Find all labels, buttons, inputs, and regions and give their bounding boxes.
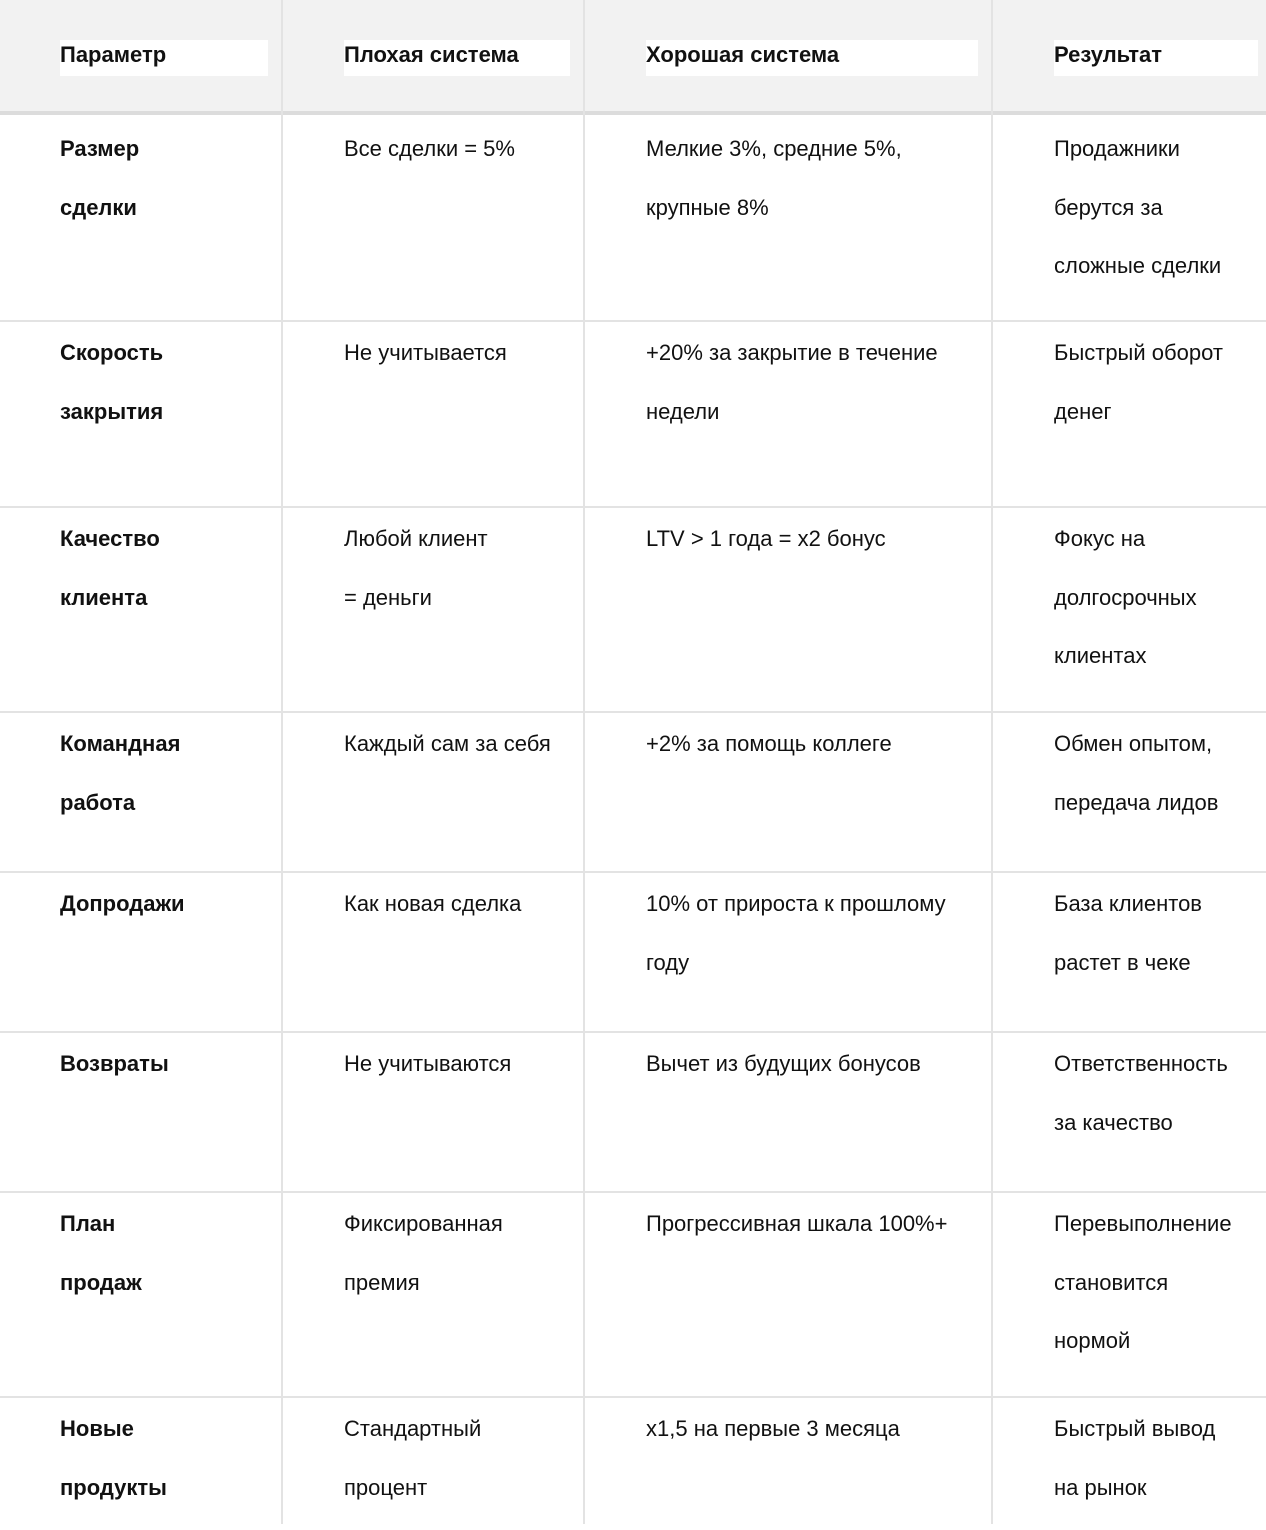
cell-parameter bbox=[60, 873, 275, 934]
cell-bad-system bbox=[344, 1193, 578, 1312]
cell-good-system bbox=[646, 1193, 986, 1254]
table-row bbox=[0, 322, 1266, 508]
cell-text-line: процент bbox=[344, 1474, 428, 1500]
cell-parameter bbox=[60, 713, 275, 832]
header-parameter: Параметр bbox=[60, 40, 268, 76]
cell-text-line: крупные 8% bbox=[646, 194, 769, 220]
header-result: Результат bbox=[1054, 40, 1258, 76]
table-row bbox=[0, 873, 1266, 1033]
cell-text-line: Как новая сделка bbox=[344, 891, 522, 916]
cell-text-line: Фокус на bbox=[1054, 526, 1146, 551]
table-row bbox=[0, 118, 1266, 322]
cell-text-line: Командная bbox=[60, 731, 181, 756]
cell-text-line: Быстрый вывод bbox=[1054, 1416, 1216, 1441]
header-bad-system: Плохая система bbox=[344, 40, 570, 76]
cell-text-line: Допродажи bbox=[60, 891, 185, 916]
cell-text-line: Обмен опытом, bbox=[1054, 731, 1213, 756]
cell-text-line: = деньги bbox=[344, 584, 432, 610]
cell-text-line: недели bbox=[646, 398, 720, 424]
cell-result bbox=[1054, 713, 1266, 832]
cell-text-line: База клиентов bbox=[1054, 891, 1202, 916]
cell-good-system bbox=[646, 1398, 986, 1459]
cell-text-line: растет в чеке bbox=[1054, 949, 1191, 975]
cell-parameter bbox=[60, 118, 275, 237]
table-row bbox=[0, 713, 1266, 873]
cell-bad-system bbox=[344, 508, 578, 627]
cell-result bbox=[1054, 1033, 1266, 1152]
cell-text-line: Качество bbox=[60, 526, 160, 551]
cell-text-line: году bbox=[646, 949, 690, 975]
cell-text-line: на рынок bbox=[1054, 1474, 1147, 1500]
cell-bad-system bbox=[344, 118, 578, 179]
cell-text-line: нормой bbox=[1054, 1328, 1131, 1353]
table-row bbox=[0, 1193, 1266, 1398]
cell-text-line: Скорость bbox=[60, 340, 164, 365]
cell-text-line: x1,5 на первые 3 месяца bbox=[646, 1416, 900, 1441]
cell-text-line: Продажники bbox=[1054, 136, 1180, 161]
cell-text-line: премия bbox=[344, 1269, 420, 1295]
cell-result bbox=[1054, 322, 1266, 441]
cell-text-line: денег bbox=[1054, 398, 1112, 424]
cell-parameter bbox=[60, 508, 275, 627]
cell-text-line: +2% за помощь коллеге bbox=[646, 731, 892, 756]
cell-text-line: Новые bbox=[60, 1416, 134, 1441]
cell-text-line: работа bbox=[60, 789, 136, 815]
cell-text-line: LTV > 1 года = x2 бонус bbox=[646, 526, 886, 551]
cell-text-line: Возвраты bbox=[60, 1051, 169, 1076]
cell-text-line: Быстрый оборот bbox=[1054, 340, 1223, 365]
cell-result bbox=[1054, 508, 1266, 686]
cell-text-line: Не учитывается bbox=[344, 340, 507, 365]
table-row bbox=[0, 508, 1266, 713]
table-header bbox=[0, 0, 1266, 115]
cell-text-line: закрытия bbox=[60, 398, 164, 424]
cell-result bbox=[1054, 118, 1266, 296]
cell-text-line: Ответственность bbox=[1054, 1051, 1228, 1076]
cell-text-line: становится bbox=[1054, 1269, 1169, 1295]
cell-text-line: Размер bbox=[60, 136, 140, 161]
cell-text-line: Не учитываются bbox=[344, 1051, 512, 1076]
cell-good-system bbox=[646, 713, 986, 774]
table-row bbox=[0, 1398, 1266, 1530]
cell-text-line: Каждый сам за себя bbox=[344, 731, 551, 756]
cell-good-system bbox=[646, 322, 986, 441]
cell-text-line: +20% за закрытие в течение bbox=[646, 340, 938, 365]
cell-text-line: Вычет из будущих бонусов bbox=[646, 1051, 921, 1076]
cell-bad-system bbox=[344, 1398, 578, 1517]
cell-bad-system bbox=[344, 713, 578, 774]
cell-text-line: 10% от прироста к прошлому bbox=[646, 891, 946, 916]
cell-good-system bbox=[646, 508, 986, 569]
cell-text-line: Прогрессивная шкала 100%+ bbox=[646, 1211, 948, 1236]
cell-text-line: долгосрочных bbox=[1054, 584, 1197, 610]
header-good-system: Хорошая система bbox=[646, 40, 978, 76]
cell-text-line: Фиксированная bbox=[344, 1211, 503, 1236]
column-divider bbox=[991, 0, 993, 1524]
cell-result bbox=[1054, 873, 1266, 992]
cell-good-system bbox=[646, 873, 986, 992]
cell-text-line: Перевыполнение bbox=[1054, 1211, 1232, 1236]
cell-text-line: клиентах bbox=[1054, 643, 1147, 668]
cell-parameter bbox=[60, 1033, 275, 1094]
cell-text-line: продаж bbox=[60, 1269, 142, 1295]
cell-text-line: продукты bbox=[60, 1474, 167, 1500]
cell-parameter bbox=[60, 322, 275, 441]
cell-parameter bbox=[60, 1398, 275, 1517]
cell-text-line: берутся за bbox=[1054, 194, 1163, 220]
cell-parameter bbox=[60, 1193, 275, 1312]
cell-text-line: передача лидов bbox=[1054, 789, 1219, 815]
cell-text-line: План bbox=[60, 1211, 116, 1236]
cell-text-line: Стандартный bbox=[344, 1416, 482, 1441]
column-divider bbox=[281, 0, 283, 1524]
cell-good-system bbox=[646, 118, 986, 237]
cell-text-line: сделки bbox=[60, 194, 137, 220]
cell-good-system bbox=[646, 1033, 986, 1094]
cell-bad-system bbox=[344, 322, 578, 383]
cell-text-line: Мелкие 3%, средние 5%, bbox=[646, 136, 902, 161]
cell-text-line: сложные сделки bbox=[1054, 253, 1222, 278]
cell-bad-system bbox=[344, 873, 578, 934]
table-row bbox=[0, 1033, 1266, 1193]
cell-bad-system bbox=[344, 1033, 578, 1094]
cell-result bbox=[1054, 1398, 1266, 1517]
cell-text-line: Все сделки = 5% bbox=[344, 136, 515, 161]
column-divider bbox=[583, 0, 585, 1524]
cell-text-line: Любой клиент bbox=[344, 526, 488, 551]
cell-result bbox=[1054, 1193, 1266, 1371]
cell-text-line: за качество bbox=[1054, 1109, 1173, 1135]
cell-text-line: клиента bbox=[60, 584, 148, 610]
